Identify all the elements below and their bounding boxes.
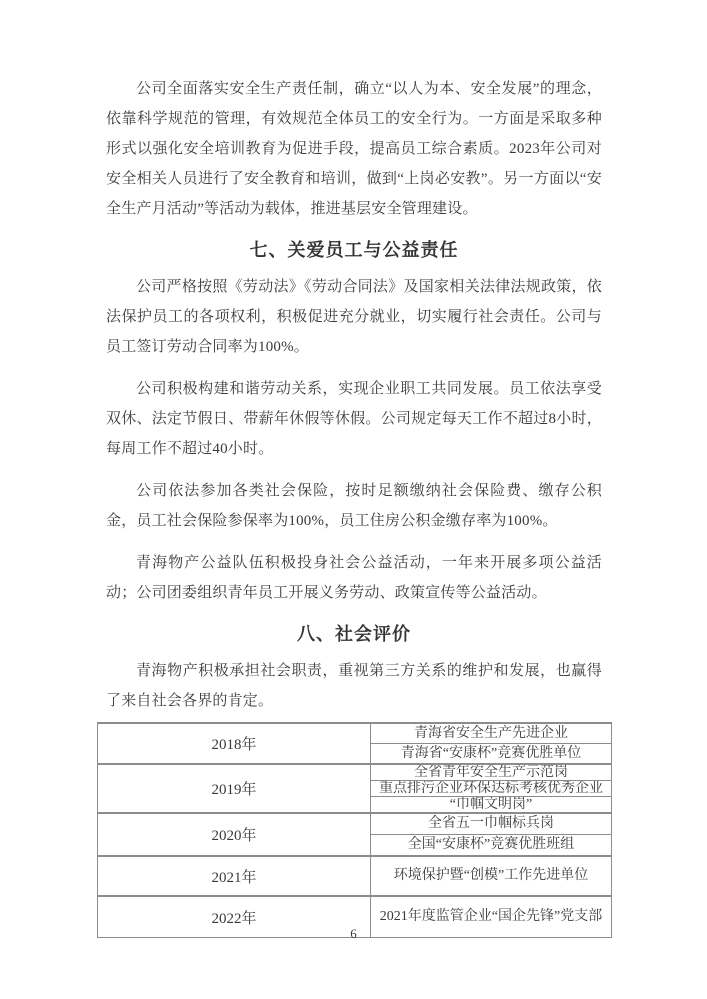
awards-table — [97, 722, 612, 938]
table-row — [98, 856, 612, 896]
year-cell: 2022年 — [98, 896, 371, 938]
year-cell: 2020年 — [98, 813, 371, 856]
award-cell: 全省青年安全生产示范岗 — [371, 764, 612, 781]
award-cell: 全国“安康杯”竞赛优胜班组 — [371, 835, 612, 857]
award-cell: 青海省“安康杯”竞赛优胜单位 — [371, 744, 612, 765]
award-cell: “巾帼文明岗” — [371, 797, 612, 814]
year-cell: 2018年 — [98, 723, 371, 764]
table-row — [98, 764, 612, 781]
paragraph-public-welfare: 青海物产公益队伍积极投身社会公益活动，一年来开展多项公益活动；公司团委组织青年员工开展义务劳动、政策宣传等公益活动。 — [106, 555, 602, 601]
paragraph-safety-responsibility: 公司全面落实安全生产责任制，确立“以人为本、安全发展”的理念，依靠科学规范的管理，有效规范全体员工的安全行为。一方面是采取多种形式以强化安全培训教育为促进手段，提高员工综合素质。2023年公司对安全相关人员进行了安全教育和培训，做到“上岗必安教”。另一方面以“安全生产月活动”等活动为载体，推进基层安全管理建设。 — [106, 81, 602, 217]
award-cell: 全省五一巾帼标兵岗 — [371, 813, 612, 835]
award-cell: 重点排污企业环保达标考核优秀企业 — [371, 781, 612, 797]
paragraph-social-insurance: 公司依法参加各类社会保险，按时足额缴纳社会保险费、缴存公积金，员工社会保险参保率为100%，员工住房公积金缴存率为100%。 — [106, 483, 602, 529]
award-cell: 环境保护暨“创模”工作先进单位 — [371, 856, 612, 896]
section-7-heading: 七、关爱员工与公益责任 — [249, 240, 459, 260]
paragraph-social-evaluation: 青海物产积极承担社会职责，重视第三方关系的维护和发展，也赢得了来自社会各界的肯定。 — [106, 663, 602, 709]
award-cell: 青海省安全生产先进企业 — [371, 723, 612, 744]
section-8-heading: 八、社会评价 — [297, 624, 411, 644]
table-row — [98, 723, 612, 744]
year-cell: 2019年 — [98, 764, 371, 813]
paragraph-work-hours: 公司积极构建和谐劳动关系，实现企业职工共同发展。员工依法享受双休、法定节假日、带薪年休假等休假。公司规定每天工作不超过8小时，每周工作不超过40小时。 — [106, 381, 602, 457]
paragraph-labor-law: 公司严格按照《劳动法》《劳动合同法》及国家相关法律法规政策，依法保护员工的各项权利，积极促进充分就业，切实履行社会责任。公司与员工签订劳动合同率为100%。 — [106, 279, 602, 355]
table-row — [98, 813, 612, 835]
award-cell: 2021年度监管企业“国企先锋”党支部 — [371, 896, 612, 938]
page-content — [106, 74, 602, 938]
awards-table-body — [98, 723, 612, 938]
year-cell: 2021年 — [98, 856, 371, 896]
page-number: 6 — [350, 926, 357, 941]
